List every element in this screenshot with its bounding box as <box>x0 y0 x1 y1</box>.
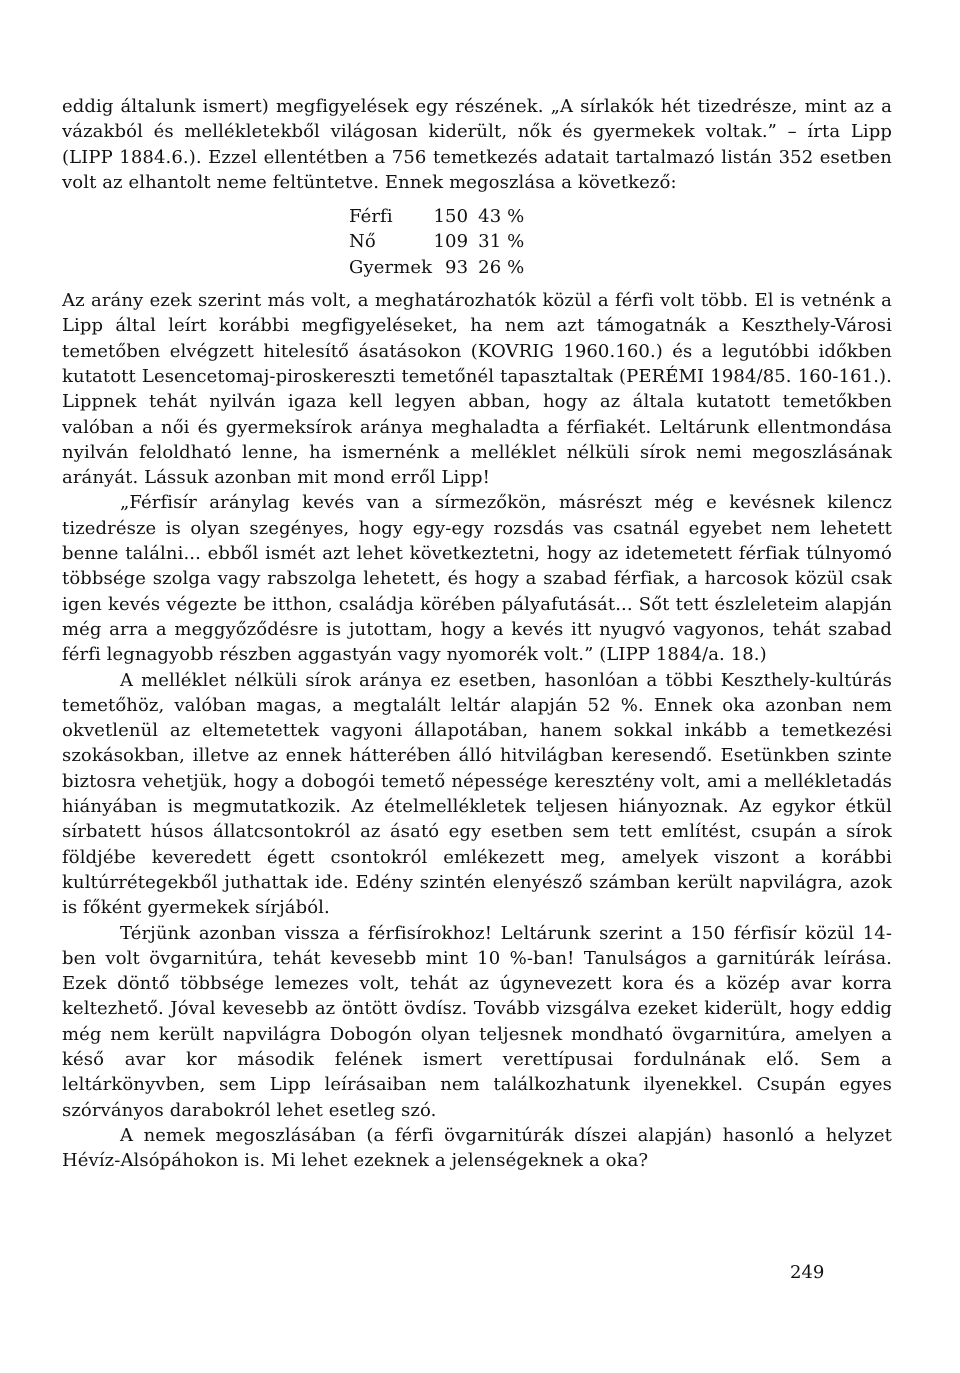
table-cell-percent: 43 % <box>478 206 525 228</box>
table-cell-count: 93 <box>445 256 469 278</box>
table-cell-label: Férfi <box>349 206 393 228</box>
paragraph-grave-goods: A melléklet nélküli sírok aránya ez esetben, hasonlóan a többi Keszthely-kultúrás temetőhöz, valóban magas, a megtalált leltár alapján 52 %. Ennek oka azonban nem okvetlenül az eltemetettek vagyoni állapotában, hanem sokkal inkább a temetkezési szokásokban, illetve az ennek hátterében álló hitvilágban keresendő. Esetünkben szinte biztosra vehetjük, hogy a dobogói temető népessége keresztény volt, ami a mellékletadás hiányában is megmutatkozik. Az ételmellékletek teljesen hiányoznak. Az egykor étkül sírbatett húsos állatcsontokról az ásató egy esetben sem tett említést, csupán a sírok földjébe keveredett égett csontokról emlékezett meg, amelyek viszont a korábbi kultúrrétegekből juthattak ide. Edény szintén elenyésző számban került napvilágra, azok is főként gyermekek sírjából. <box>62 669 892 919</box>
table-cell-count: 109 <box>433 231 469 253</box>
table-row <box>349 204 524 229</box>
paragraph-lipp-quote: „Férfisír aránylag kevés van a sírmezőkön, másrészt még e kevésnek kilencz tizedrésze is olyan szegényes, hogy egy-egy rozsdás vas csatnál egyebet nem lehetett benne találni... ebből ismét azt lehet következtetni, hogy az idetemetett férfiak túlnyomó többsége szolga vagy rabszolga lehetett, és hogy a szabad férfiak, a harcosok közül csak igen kevés végezte be itthon, családja körében pályafutását... Sőt tett észleleteim alapján még arra a meggyőződésre is jutottam, hogy a kevés itt nyugvó vagyonos, tehát szabad férfi legnagyobb részben aggastyán vagy nyomorék volt.” (LIPP 1884/a. 18.) <box>62 492 892 666</box>
sex-distribution-table <box>349 204 524 280</box>
page-number: 249 <box>790 1262 825 1283</box>
page-body <box>62 94 892 1173</box>
table-row <box>349 255 524 280</box>
paragraph-belt-sets: Térjünk azonban vissza a férfisírokhoz! Leltárunk szerint a 150 férfisír közül 14-ben volt övgarnitúra, tehát kevesebb mint 10 %-ban! Tanulságos a garnitúrák leírása. Ezek döntő többsége lemezes volt, tehát az úgynevezett kora és a közép avar korra keltezhető. Jóval kevesebb az öntött övdísz. Tovább vizsgálva ezeket kiderült, hogy eddig még nem került napvilágra Dobogón olyan teljesnek mondható övgarnitúra, amelyen a késő avar kor második felének ismert verettípusai fordulnának elő. Sem a leltárkönyvben, sem Lipp leírásaiban nem találkozhatunk ilyenekkel. Csupán egyes szórványos darabokról lehet esetleg szó. <box>62 922 892 1121</box>
table-cell-percent: 26 % <box>478 256 525 278</box>
paragraph-ratio: Az arány ezek szerint más volt, a meghatározhatók közül a férfi volt több. El is vetnénk a Lipp által leírt korábbi megfigyeléseket, ha nem azt támogatnák a Keszthely-Városi temetőben elvégzett hitelesítő ásatásokon (KOVRIG 1960.160.) és a legutóbbi időkben kutatott Lesencetomaj-piroskereszti temetőnél tapasztaltak (PERÉMI 1984/85. 160-161.). Lippnek tehát nyilván igaza kell legyen abban, hogy az általa kutatott temetőkben valóban a női és gyermeksírok aránya meghaladta a férfiakét. Leltárunk ellentmondása nyilván feloldható lenne, ha ismernénk a melléklet nélküli sírok nemi megoszlásának arányát. Lássuk azonban mit mond erről Lipp! <box>62 290 892 489</box>
table-cell-label: Nő <box>349 231 376 253</box>
table-row <box>349 229 524 254</box>
table-cell-count: 150 <box>433 206 469 228</box>
table-cell-label: Gyermek <box>349 256 433 278</box>
table-cell-percent: 31 % <box>478 231 525 253</box>
paragraph-intro: eddig általunk ismert) megfigyelések egy részének. „A sírlakók hét tizedrésze, mint az a vázakból és mellékletekből világosan kiderült, nők és gyermekek voltak.” – írta Lipp (LIPP 1884.6.). Ezzel ellentétben a 756 temetkezés adatait tartalmazó listán 352 esetben volt az elhantolt neme feltüntetve. Ennek megoszlása a következő: <box>62 96 892 193</box>
paragraph-conclusion: A nemek megoszlásában (a férfi övgarnitúrák díszei alapján) hasonló a helyzet Hévíz-Alsópáhokon is. Mi lehet ezeknek a jelenségeknek a oka? <box>62 1124 892 1172</box>
